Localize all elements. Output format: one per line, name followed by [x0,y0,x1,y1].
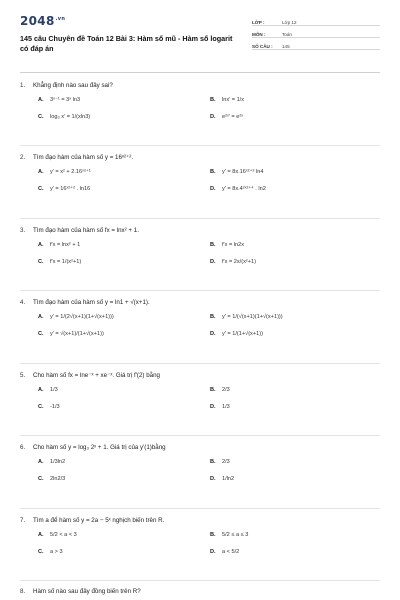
question-stem: 1. Khẳng định nào sau đây sai? [20,81,113,89]
question-divider [20,290,380,291]
meta-row-count: SỐ CÂU : 145 [252,40,380,50]
meta-row-class: LỚP : Lớp 12 [252,16,380,26]
option-c[interactable]: C. f′x = 1/(x²+1) [38,259,82,265]
option-c[interactable]: C. y′ = √(x+1)/(1+√(x+1)) [38,331,104,337]
document-meta [252,16,380,52]
option-c[interactable]: C. log₃ x′ = 1/(xln3) [38,114,91,120]
question-stem: 4. Tìm đạo hàm của hàm số y = ln1 + √(x+1). [20,298,150,306]
question-5 [20,370,380,416]
question-2 [20,152,380,198]
option-a[interactable]: A. 1/3ln2 [38,459,66,465]
option-d[interactable]: D. 1/ln2 [210,476,235,482]
option-d[interactable]: D. y′ = 8x.4²ˣ²⁺⁴ . ln2 [210,186,266,192]
question-stem: 5. Cho hàm số fx = lne⁻ˣ + xe⁻ˣ. Giá trị f′(2) bằng [20,371,160,379]
options [20,525,380,561]
option-a[interactable]: A. y′ = 1/(2√(x+1)(1+√(x+1))) [38,314,114,320]
options [20,162,380,198]
option-a[interactable]: A. 1/3 [38,387,58,393]
option-b[interactable]: B. f′x = ln2x [210,242,245,248]
option-c[interactable]: C. y′ = 16ˣ²⁺² . ln16 [38,186,91,192]
question-6 [20,442,380,488]
options [20,90,380,126]
question-7 [20,515,380,561]
question-divider [20,435,380,436]
question-4 [20,297,380,343]
option-b[interactable]: B. 5/2 ≤ a ≤ 3 [210,532,249,538]
question-divider [20,508,380,509]
question-stem: 3. Tìm đạo hàm của hàm số fx = lnx² + 1. [20,226,139,234]
option-d[interactable]: D. 1/3 [210,404,230,410]
options [20,452,380,488]
option-a[interactable]: A. f′x = lnx² + 1 [38,242,81,248]
meta-row-subject: MÔN : Toán [252,28,380,38]
question-8 [20,586,380,596]
option-b[interactable]: B. y′ = 8x.16ˣ²⁺² ln4 [210,169,264,175]
question-stem: 7. Tìm a để hàm số y = 2a − 5ˣ nghịch biến trên R. [20,516,165,524]
site-logo[interactable]: $2048^{.vn}$ [20,14,66,28]
question-stem: 2. Tìm đạo hàm của hàm số y = 16ˣ²⁺². [20,153,134,161]
option-d[interactable]: D. y′ = 1/(1+√(x+1)) [210,331,263,337]
question-3 [20,225,380,271]
options [20,235,380,271]
option-d[interactable]: D. a < 5/2 [210,549,240,555]
question-divider [20,145,380,146]
document-title: 145 câu Chuyên đề Toán 12 Bài 3: Hàm số mũ - Hàm số logarit có đáp án [20,34,233,53]
question-stem: 8. Hàm số nào sau đây đồng biến trên R? [20,587,141,595]
option-d[interactable]: D. e²ˣ′ = e²ˣ [210,114,244,120]
option-a[interactable]: A. 3ˣ⁻¹ = 3ˣ ln3 [38,97,81,103]
option-b[interactable]: B. lnx′ = 1/x [210,97,245,103]
option-b[interactable]: B. 2/3 [210,459,230,465]
question-stem: 6. Cho hàm số y = log₃ 2ˣ + 1. Giá trị của y′(1)bằng [20,443,166,451]
option-a[interactable]: A. y′ = x² + 2.16ˣ²⁺¹ [38,169,91,175]
options [20,380,380,416]
question-divider [20,580,380,581]
header-divider [20,72,380,73]
option-b[interactable]: B. y′ = 1/(√(x+1)(1+√(x+1))) [210,314,283,320]
option-c[interactable]: C. -1/3 [38,404,60,410]
question-divider [20,218,380,219]
option-a[interactable]: A. 5/2 < a < 3 [38,532,77,538]
option-b[interactable]: B. 2/3 [210,387,230,393]
question-1 [20,80,380,126]
options [20,307,380,343]
option-c[interactable]: C. a > 3 [38,549,63,555]
option-d[interactable]: D. f′x = 2x/(x²+1) [210,259,256,265]
option-c[interactable]: C. 2ln2/3 [38,476,66,482]
question-divider [20,363,380,364]
